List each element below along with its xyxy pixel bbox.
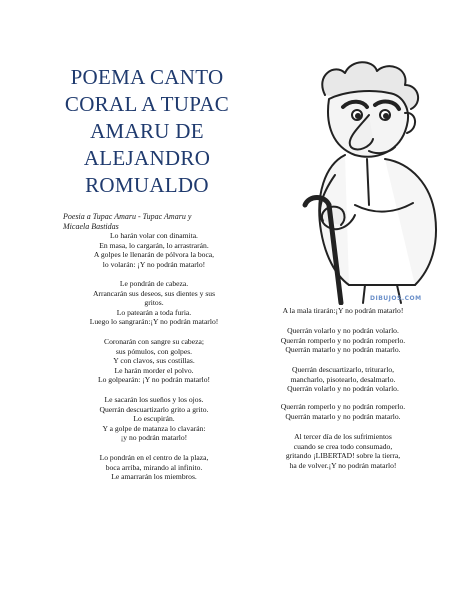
verse-line: Querrán romperlo y no podrán romperlo.	[280, 335, 406, 345]
verse-line: Lo patearán a toda furia.	[116, 307, 192, 317]
verse-line: Querrán descuartizarlo grito a grito.	[99, 404, 209, 414]
verse-line: ha de volver.¡Y no podrán matarlo!	[289, 460, 397, 470]
verse-line: Lo golpearán: ¡Y no podrán matarlo!	[97, 375, 211, 385]
verse-line: Arrancarán sus deseos, sus dientes y sus	[92, 288, 216, 298]
verse-line: Y a golpe de matanza lo clavarán:	[102, 423, 206, 433]
title-line: ALEJANDRO	[83, 146, 211, 170]
verse-line: gritando ¡LIBERTAD! sobre la tierra,	[285, 451, 401, 461]
left-stanza-5	[62, 453, 246, 482]
right-stanza-1	[238, 306, 448, 316]
old-man-illustration	[285, 55, 455, 305]
verse-line: Querrán romperlo y no podrán romperlo.	[280, 402, 406, 411]
title-line: ROMUALDO	[85, 173, 209, 197]
subtitle-line: Micaela Bastidas	[63, 222, 119, 231]
verse-line: lo volarán: ¡Y no podrán matarlo!	[102, 259, 206, 269]
title-line: CORAL A TUPAC	[64, 92, 230, 116]
subtitle-line: Poesia a Tupac Amaru - Tupac Amaru y	[63, 212, 192, 221]
verse-line: Querrán matarlo y no podrán matarlo.	[285, 345, 401, 355]
verse-line: ¡y no podrán matarlo!	[120, 433, 188, 443]
verse-line: Le pondrán de cabeza.	[119, 279, 189, 288]
verse-line: En masa, lo cargarán, lo arrastrarán.	[99, 240, 209, 250]
poem-title	[52, 64, 242, 199]
poem-subtitle	[63, 212, 243, 232]
verse-line: mancharlo, pisotearlo, desalmarlo.	[290, 374, 396, 384]
verse-line: Luego lo sangrarán:¡Y no podrán matarlo!	[89, 317, 219, 327]
right-stanza-2	[238, 326, 448, 355]
verse-line: cuando se crea todo consumado,	[293, 441, 393, 451]
verse-line: Querrán volarlo y no podrán volarlo.	[287, 326, 399, 335]
verse-line: Lo harán volar con dinamita.	[110, 231, 198, 240]
verse-line: Coronarán con sangre su cabeza;	[104, 337, 204, 346]
title-line: POEMA CANTO	[70, 65, 224, 89]
verse-line: gritos.	[144, 298, 164, 308]
right-stanza-4	[238, 402, 448, 421]
verse-line: A la mala tirarán:¡Y no podrán matarlo!	[282, 306, 404, 315]
verse-line: Y con clavos, sus costillas.	[113, 356, 195, 366]
verse-line: Lo escupirán.	[133, 414, 175, 424]
right-stanza-5	[238, 432, 448, 470]
left-stanza-3	[62, 337, 246, 385]
verse-line: Le harán morder el polvo.	[114, 365, 194, 375]
verse-line: Le amarrarán los miembros.	[111, 472, 197, 482]
verse-line: Querrán volarlo y no podrán volarlo.	[287, 384, 399, 394]
verse-line: Querrán matarlo y no podrán matarlo.	[285, 411, 401, 421]
right-stanza-3	[238, 365, 448, 394]
verse-line: Querrán descuartizarlo, triturarlo,	[291, 365, 395, 374]
verse-line: Al tercer día de los sufrimientos	[294, 432, 392, 441]
title-line: AMARU DE	[90, 119, 204, 143]
verse-line: A golpes le llenarán de pólvora la boca,	[93, 250, 215, 260]
left-stanza-2	[62, 279, 246, 327]
left-stanza-1	[62, 231, 246, 269]
watermark-text: DIBUJOS.COM	[370, 295, 422, 302]
verse-line: sus pómulos, con golpes.	[115, 346, 193, 356]
verse-line: Le sacarán los sueños y los ojos.	[104, 395, 204, 404]
verse-line: boca arriba, mirando al infinito.	[105, 462, 203, 472]
left-stanza-4	[62, 395, 246, 443]
verse-line: Lo pondrán en el centro de la plaza,	[99, 453, 209, 462]
